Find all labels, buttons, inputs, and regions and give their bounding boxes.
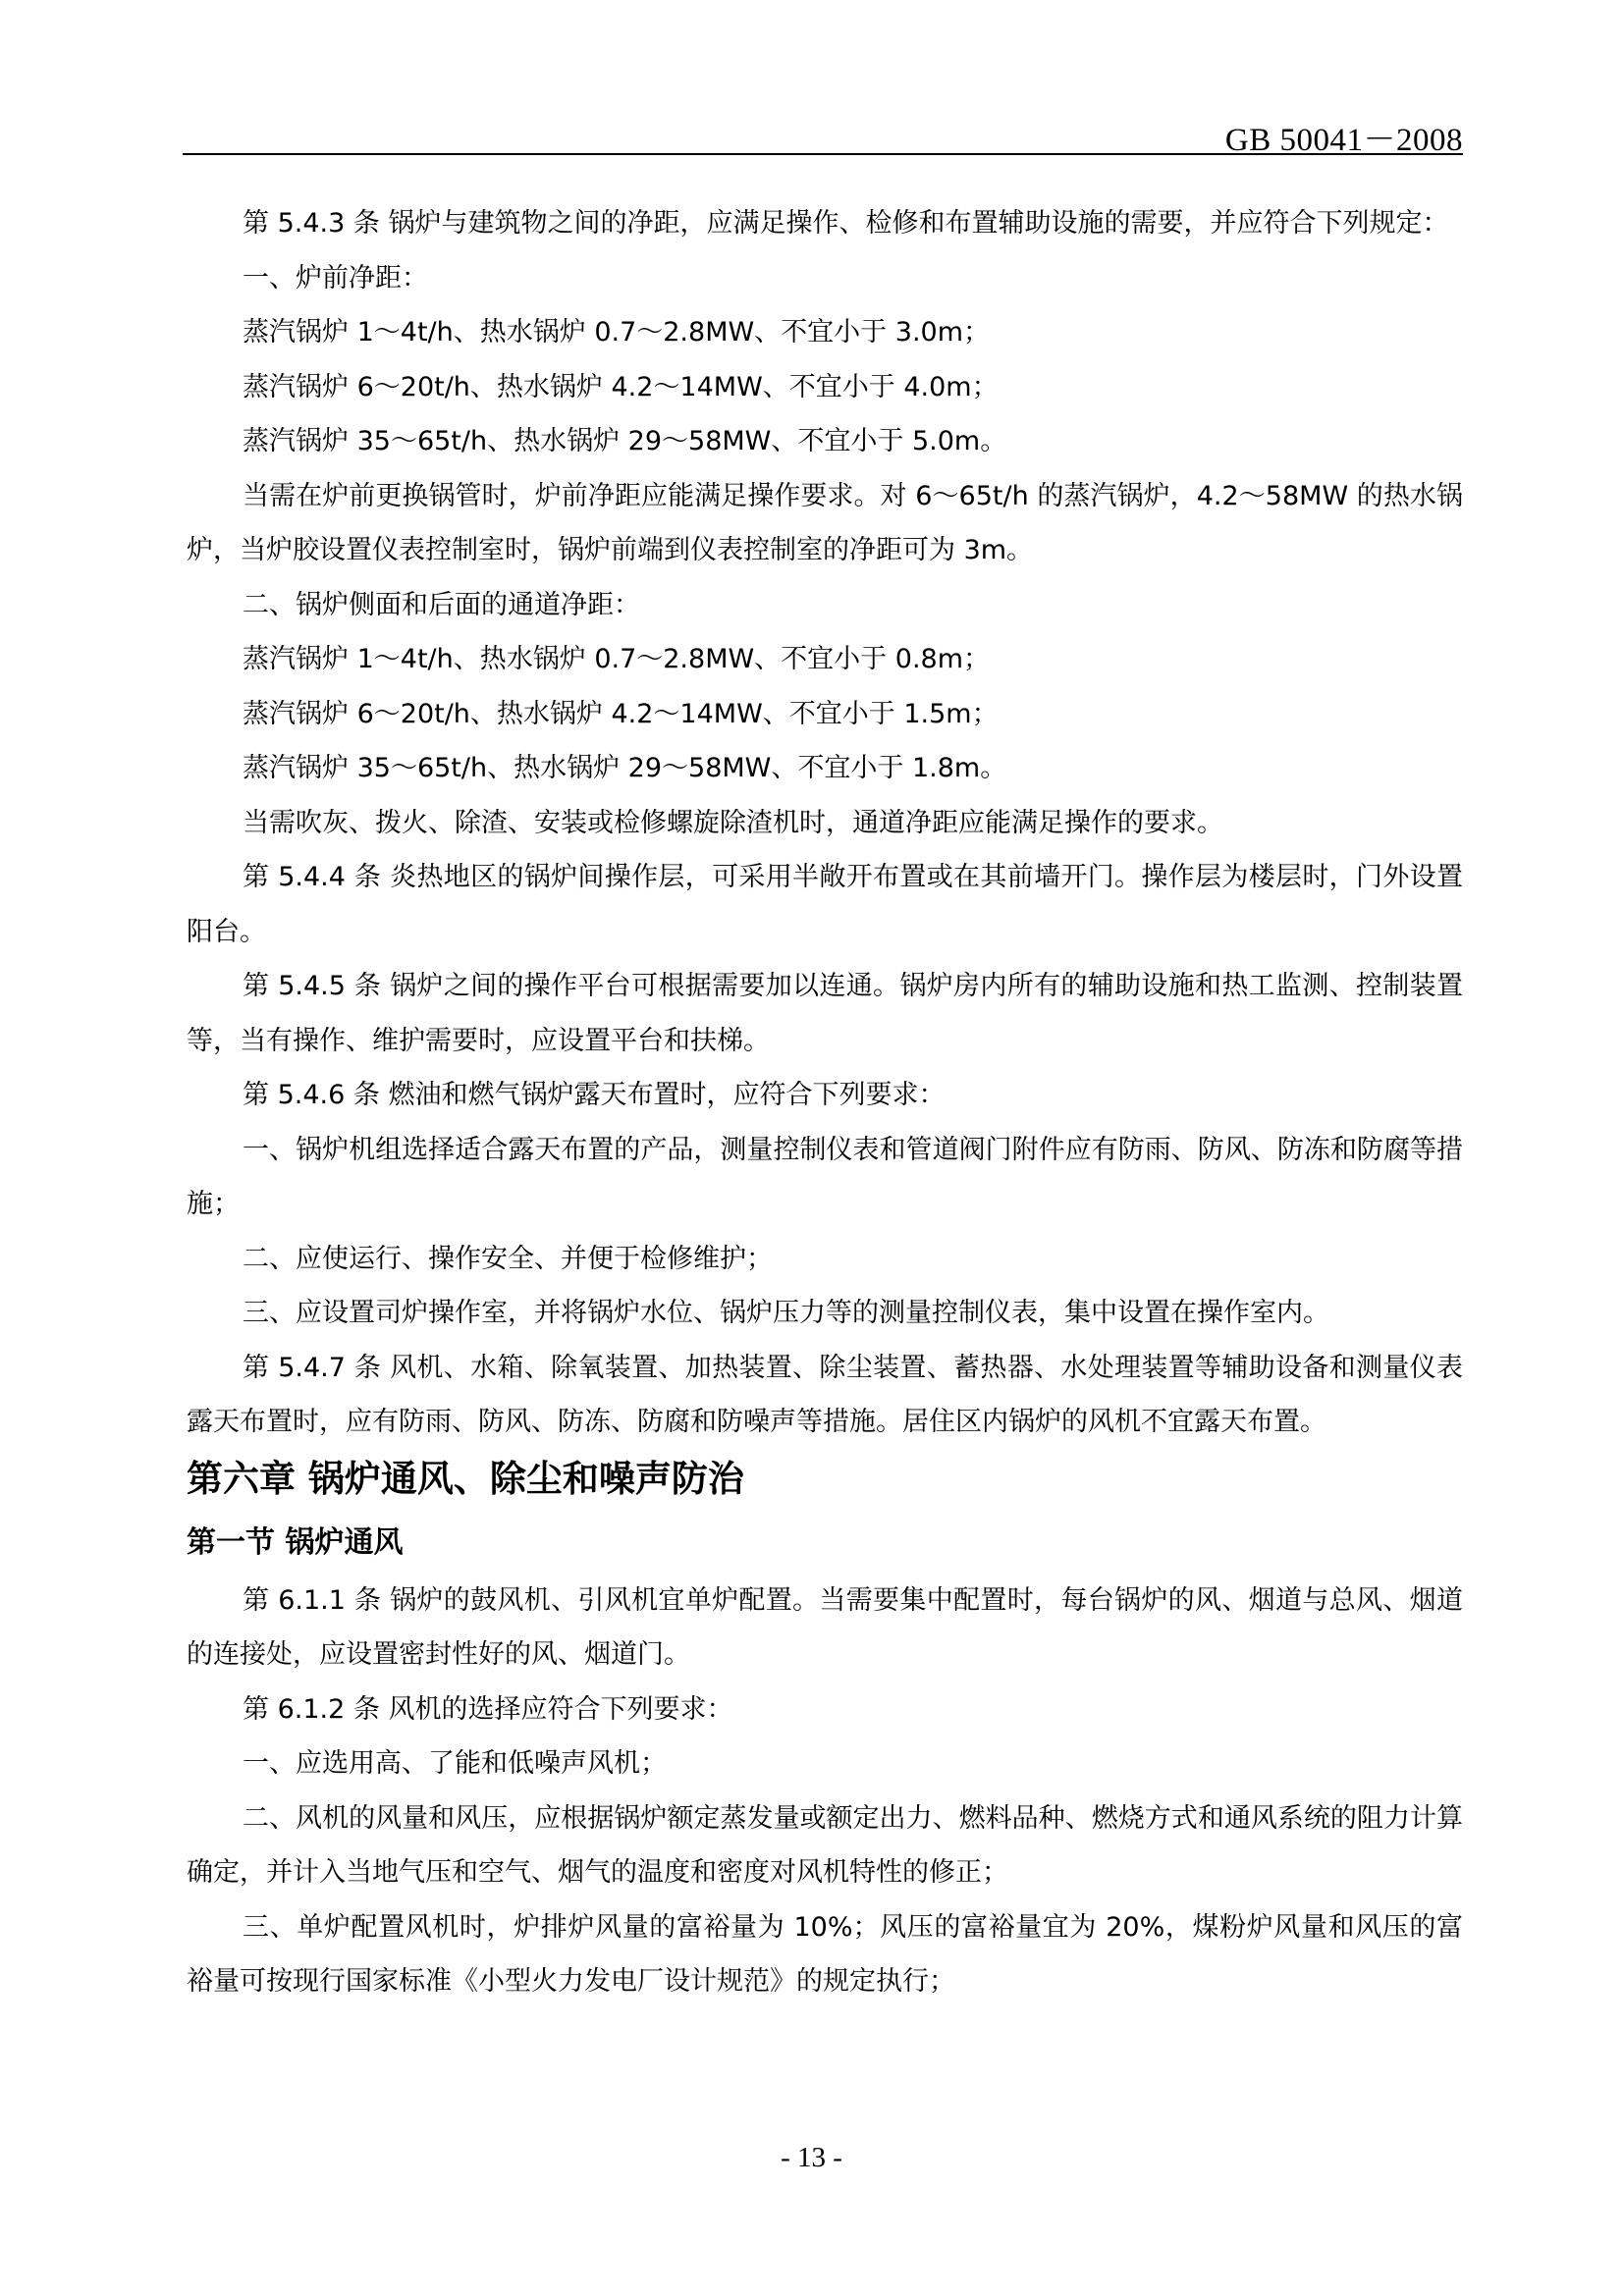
paragraph: 当需吹灰、拨火、除渣、安装或检修螺旋除渣机时，通道净距应能满足操作的要求。 xyxy=(243,807,1223,838)
list-item: 蒸汽锅炉 1～4t/h、热水锅炉 0.7～2.8MW、不宜小于 0.8m； xyxy=(243,644,991,674)
list-item: 一、锅炉机组选择适合露天布置的产品，测量控制仪表和管道阀门附件应有防雨、防风、防冻和防腐等措施； xyxy=(187,1134,1463,1219)
page-header xyxy=(183,110,1463,158)
section-title: 第一节 锅炉通风 xyxy=(187,1524,404,1560)
clause-5-4-5: 第 5.4.5 条 锅炉之间的操作平台可根据需要加以连通。锅炉房内所有的辅助设施和热工监测、控制装置等，当有操作、维护需要时，应设置平台和扶梯。 xyxy=(187,971,1463,1056)
list-item: 三、单炉配置风机时，炉排炉风量的富裕量为 10%；风压的富裕量宜为 20%，煤粉炉风量和风压的富裕量可按现行国家标准《小型火力发电厂设计规范》的规定执行； xyxy=(187,1911,1463,1997)
chapter-title: 第六章 锅炉通风、除尘和噪声防治 xyxy=(187,1457,744,1500)
list-item: 蒸汽锅炉 6～20t/h、热水锅炉 4.2～14MW、不宜小于 1.5m； xyxy=(243,698,999,729)
list-item: 一、应选用高、了能和低噪声风机； xyxy=(243,1748,667,1779)
list-item: 蒸汽锅炉 1～4t/h、热水锅炉 0.7～2.8MW、不宜小于 3.0m； xyxy=(243,317,991,347)
page-body xyxy=(187,196,1463,2009)
list-item: 蒸汽锅炉 35～65t/h、热水锅炉 29～58MW、不宜小于 5.0m。 xyxy=(243,426,1007,456)
page-number: - 13 - xyxy=(781,2142,842,2173)
list-item: 二、锅炉侧面和后面的通道净距： xyxy=(243,589,640,620)
list-item: 二、风机的风量和风压，应根据锅炉额定蒸发量或额定出力、燃料品种、燃烧方式和通风系统的阻力计算确定，并计入当地气压和空气、烟气的温度和密度对风机特性的修正； xyxy=(187,1802,1463,1888)
clause-6-1-2: 第 6.1.2 条 风机的选择应符合下列要求： xyxy=(243,1693,733,1725)
clause-5-4-4: 第 5.4.4 条 炎热地区的锅炉间操作层，可采用半敞开布置或在其前墙开门。操作层为楼层时，门外设置阳台。 xyxy=(187,862,1463,947)
list-item: 一、炉前净距： xyxy=(243,262,428,294)
list-item: 蒸汽锅炉 6～20t/h、热水锅炉 4.2～14MW、不宜小于 4.0m； xyxy=(243,371,999,402)
clause-5-4-7: 第 5.4.7 条 风机、水箱、除氧装置、加热装置、除尘装置、蓄热器、水处理装置等辅助设备和测量仪表露天布置时，应有防雨、防风、防冻、防腐和防噪声等措施。居住区内锅炉的风机不宜露天布置。 xyxy=(187,1352,1463,1437)
clause-6-1-1: 第 6.1.1 条 锅炉的鼓风机、引风机宜单炉配置。当需要集中配置时，每台锅炉的风、烟道与总风、烟道的连接处，应设置密封性好的风、烟道门。 xyxy=(187,1584,1463,1670)
list-item: 三、应设置司炉操作室，并将锅炉水位、锅炉压力等的测量控制仪表，集中设置在操作室内。 xyxy=(243,1298,1329,1328)
standard-code: GB 50041－2008 xyxy=(1224,123,1463,158)
paragraph: 当需在炉前更换锅管时，炉前净距应能满足操作要求。对 6～65t/h 的蒸汽锅炉，4.2～58MW 的热水锅炉，当炉胶设置仪表控制室时，锅炉前端到仪表控制室的净距可为 3m。 xyxy=(187,480,1463,565)
list-item: 蒸汽锅炉 35～65t/h、热水锅炉 29～58MW、不宜小于 1.8m。 xyxy=(243,753,1007,783)
list-item: 二、应使运行、操作安全、并便于检修维护； xyxy=(243,1243,773,1274)
clause-5-4-3: 第 5.4.3 条 锅炉与建筑物之间的净距，应满足操作、检修和布置辅助设施的需要，并应符合下列规定： xyxy=(243,208,1449,239)
clause-5-4-6: 第 5.4.6 条 燃油和燃气锅炉露天布置时，应符合下列要求： xyxy=(243,1080,946,1110)
